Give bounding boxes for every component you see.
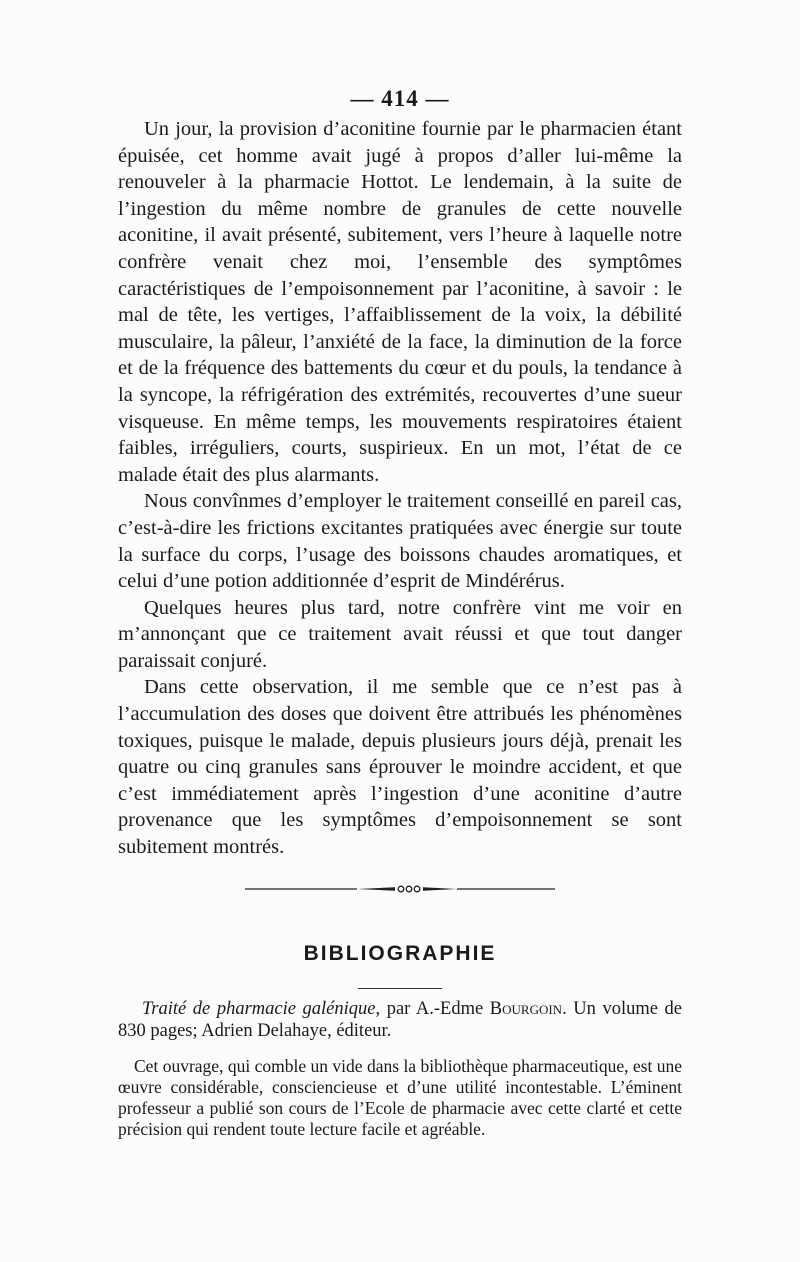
reference-by: , par A.-Edme (375, 999, 490, 1019)
main-text (118, 116, 682, 861)
book-reference (118, 998, 682, 1042)
paragraph: Quelques heures plus tard, notre confrère vint me voir en m’annonçant que ce traitement avait réussi et que tout danger paraissait conjuré. (118, 596, 682, 672)
page-number: — 414 — (350, 86, 450, 111)
bibliography-heading: BIBLIOGRAPHIE (303, 942, 497, 965)
book-title: Traité de pharmacie galénique (142, 999, 376, 1019)
book-author: Bourgoin (489, 999, 563, 1019)
bibliography-section (118, 998, 682, 1140)
paragraph: Nous convînmes d’employer le traitement conseillé en pareil cas, c’est-à-dire les frictions excitantes pratiquées avec énergie sur toute la surface du corps, l’usage des boissons chaudes aromatiques, et celui d’une potion additionnée d’esprit de Mindérérus. (118, 490, 682, 593)
heading-underline (358, 988, 442, 989)
reference-details: . Un volume de 830 pages; Adrien Delahaye, éditeur. (118, 999, 682, 1041)
paragraph: Dans cette observation, il me semble que ce n’est pas à l’accumulation des doses que doivent être attribués les phénomènes toxiques, puisque le malade, depuis plusieurs jours déjà, prenait les quatre ou cinq granules sans éprouver le moindre accident, et que c’est immédiatement après l’ingestion d’une aconitine d’autre provenance que les symptômes d’empoisonnement se sont subitement montrés. (118, 676, 682, 859)
book-description: Cet ouvrage, qui comble un vide dans la bibliothèque pharmaceutique, est une œuvre considérable, consciencieuse et d’une utilité incontestable. L’éminent professeur a publié son cours de l’Ecole de pharmacie avec cette clarté et cette précision qui rendent toute lecture facile et agréable. (118, 1056, 682, 1139)
paragraph: Un jour, la provision d’aconitine fournie par le pharmacien étant épuisée, cet homme avait jugé à propos d’aller lui-même la renouveler à la pharmacie Hottot. Le lendemain, à la suite de l’ingestion du même nombre de granules de cette nouvelle aconitine, il avait présenté, subitement, vers l’heure à laquelle notre confrère venait chez moi, l’ensemble des symptômes caractéristiques de l’empoisonnement par l’aconitine, à savoir : le mal de tête, les vertiges, l’affaiblissement de la voix, la débilité musculaire, la pâleur, l’anxiété de la face, la diminution de la force et de la fréquence des battements du cœur et du pouls, la tendance à la syncope, la réfrigération des extrémités, recouvertes d’une sueur visqueuse. En même temps, les mouvements respiratoires étaient faibles, irréguliers, courts, suspirieux. En un mot, l’état de ce malade était des plus alarmants. (118, 118, 682, 486)
ornamental-divider (245, 884, 555, 894)
